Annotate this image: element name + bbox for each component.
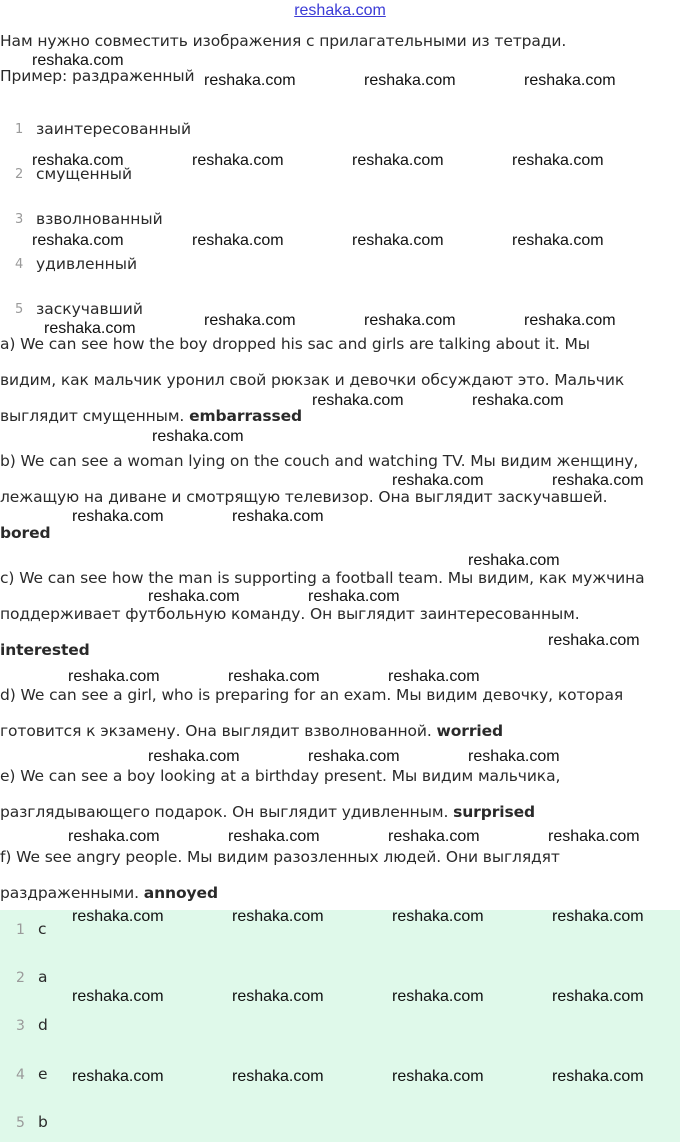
watermark: reshaka.com	[228, 668, 320, 685]
watermark: reshaka.com	[32, 52, 124, 69]
watermark: reshaka.com	[392, 472, 484, 489]
watermark: reshaka.com	[232, 508, 324, 525]
paragraph-c-line: c) We can see how the man is supporting a football team. Мы видим, как мужчина	[0, 569, 645, 587]
watermark: reshaka.com	[552, 1068, 644, 1085]
watermark: reshaka.com	[512, 152, 604, 169]
watermark: reshaka.com	[524, 312, 616, 329]
adjective-word: заскучавший	[36, 300, 143, 318]
watermark: reshaka.com	[68, 668, 160, 685]
watermark: reshaka.com	[232, 908, 324, 925]
adjective-word: смущенный	[36, 165, 133, 183]
watermark: reshaka.com	[524, 72, 616, 89]
paragraph-c-line: поддерживает футбольную команду. Он выглядит заинтересованным.	[0, 605, 580, 623]
watermark: reshaka.com	[468, 552, 560, 569]
paragraph-f-line: f) We see angry people. Мы видим разозленных людей. Они выглядят	[0, 848, 560, 866]
watermark: reshaka.com	[392, 908, 484, 925]
adjective-word: взволнованный	[36, 210, 163, 228]
watermark: reshaka.com	[468, 748, 560, 765]
watermark: reshaka.com	[232, 1068, 324, 1085]
watermark: reshaka.com	[392, 988, 484, 1005]
answer-letter: a	[38, 968, 48, 986]
watermark: reshaka.com	[32, 152, 124, 169]
paragraph-f-line: раздраженными. annoyed	[0, 884, 218, 902]
answer-word: annoyed	[143, 884, 218, 902]
answer-letter: d	[38, 1016, 48, 1034]
watermark: reshaka.com	[352, 152, 444, 169]
answer-number: 4	[16, 1067, 25, 1083]
watermark: reshaka.com	[364, 72, 456, 89]
paragraph-d-line: готовится к экзамену. Она выглядит взволнованной. worried	[0, 722, 504, 740]
watermark: reshaka.com	[204, 312, 296, 329]
watermark: reshaka.com	[148, 748, 240, 765]
answer-key	[0, 910, 680, 1142]
watermark: reshaka.com	[68, 828, 160, 845]
watermark: reshaka.com	[312, 392, 404, 409]
watermark: reshaka.com	[308, 588, 400, 605]
intro-text: Нам нужно совместить изображения с прилагательными из тетради.	[0, 32, 567, 50]
adjective-number: 4	[15, 257, 24, 272]
paragraph-e-line: e) We can see a boy looking at a birthday present. Мы видим мальчика,	[0, 767, 561, 785]
paragraph-a-line: видим, как мальчик уронил свой рюкзак и девочки обсуждают это. Мальчик	[0, 371, 625, 389]
watermark: reshaka.com	[192, 232, 284, 249]
watermark: reshaka.com	[72, 988, 164, 1005]
watermark: reshaka.com	[352, 232, 444, 249]
watermark: reshaka.com	[32, 232, 124, 249]
answer-letter: c	[38, 920, 47, 938]
watermark: reshaka.com	[512, 232, 604, 249]
watermark: reshaka.com	[228, 828, 320, 845]
adjective-number: 5	[15, 302, 24, 317]
adjective-number: 3	[15, 212, 24, 227]
watermark: reshaka.com	[148, 588, 240, 605]
site-link[interactable]: reshaka.com	[294, 2, 386, 19]
watermark: reshaka.com	[232, 988, 324, 1005]
watermark: reshaka.com	[388, 668, 480, 685]
watermark: reshaka.com	[204, 72, 296, 89]
watermark: reshaka.com	[72, 908, 164, 925]
watermark: reshaka.com	[364, 312, 456, 329]
watermark: reshaka.com	[152, 428, 244, 445]
answer-word: surprised	[453, 803, 535, 821]
adjective-number: 1	[15, 122, 24, 137]
watermark: reshaka.com	[548, 632, 640, 649]
paragraph-a-line: a) We can see how the boy dropped his sac and girls are talking about it. Мы	[0, 335, 590, 353]
answer-number: 5	[16, 1115, 25, 1131]
answer-word: interested	[0, 641, 90, 659]
paragraph-a-line: выглядит смущенным. embarrassed	[0, 407, 303, 425]
watermark: reshaka.com	[552, 908, 644, 925]
paragraph-b-line: b) We can see a woman lying on the couch and watching TV. Мы видим женщину,	[0, 452, 639, 470]
answer-word: bored	[0, 524, 51, 542]
answer-letter: e	[38, 1065, 48, 1083]
watermark: reshaka.com	[552, 988, 644, 1005]
watermark: reshaka.com	[388, 828, 480, 845]
watermark: reshaka.com	[552, 472, 644, 489]
answer-word: worried	[436, 722, 504, 740]
watermark: reshaka.com	[472, 392, 564, 409]
paragraph-e-line: разглядывающего подарок. Он выглядит удивленным. surprised	[0, 803, 535, 821]
watermark: reshaka.com	[72, 508, 164, 525]
answer-word: embarrassed	[189, 407, 303, 425]
watermark: reshaka.com	[44, 320, 136, 337]
answer-number: 3	[16, 1018, 25, 1034]
adjective-word: заинтересованный	[36, 120, 192, 138]
watermark: reshaka.com	[308, 748, 400, 765]
adjective-word: удивленный	[36, 255, 138, 273]
watermark: reshaka.com	[72, 1068, 164, 1085]
watermark: reshaka.com	[392, 1068, 484, 1085]
example-text: Пример: раздраженный	[0, 67, 195, 85]
paragraph-b-line: лежащую на диване и смотрящую телевизор. Она выглядит заскучавшей.	[0, 488, 608, 506]
paragraph-d-line: d) We can see a girl, who is preparing for an exam. Мы видим девочку, которая	[0, 686, 624, 704]
answer-letter: b	[38, 1113, 48, 1131]
adjective-number: 2	[15, 167, 24, 182]
watermark: reshaka.com	[192, 152, 284, 169]
answer-number: 2	[16, 970, 25, 986]
answer-number: 1	[16, 922, 25, 938]
watermark: reshaka.com	[548, 828, 640, 845]
